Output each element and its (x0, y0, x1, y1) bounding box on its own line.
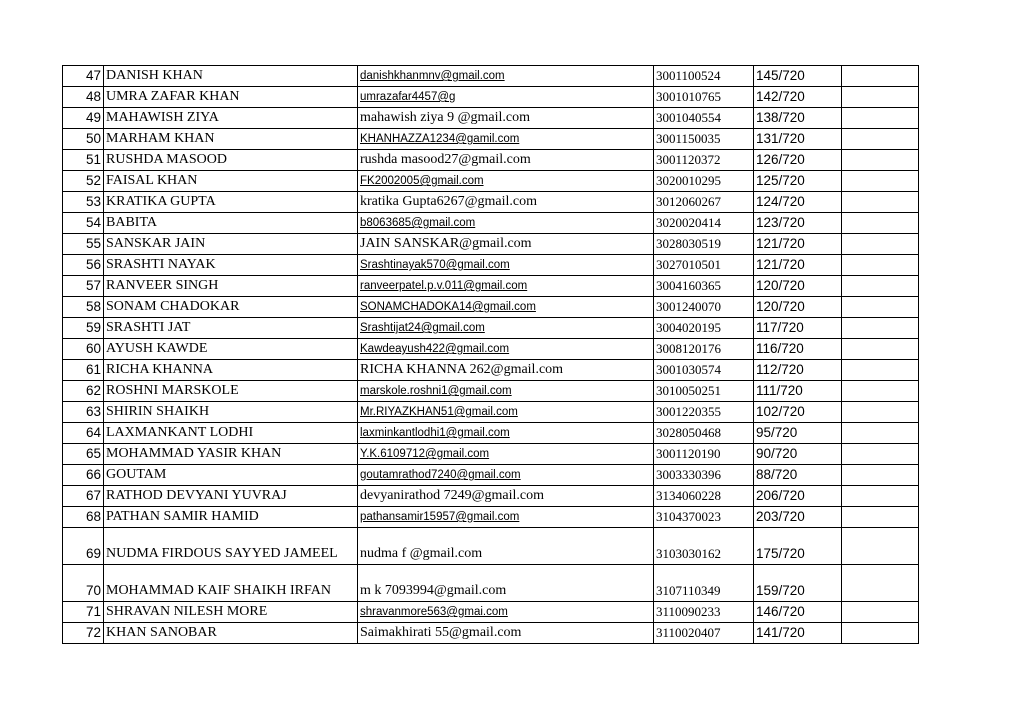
table-row (63, 108, 919, 129)
roll-number-cell: 3012060267 (654, 192, 754, 213)
email-cell: mahawish ziya 9 @gmail.com (358, 108, 654, 129)
score-cell: 120/720 (754, 297, 842, 318)
blank-cell (842, 528, 919, 565)
blank-cell (842, 234, 919, 255)
roll-number-cell: 3001120372 (654, 150, 754, 171)
blank-cell (842, 318, 919, 339)
email-cell: JAIN SANSKAR@gmail.com (358, 234, 654, 255)
score-cell: 117/720 (754, 318, 842, 339)
score-cell: 111/720 (754, 381, 842, 402)
roll-number-cell: 3104370023 (654, 507, 754, 528)
serial-number-cell: 69 (63, 528, 104, 565)
score-cell: 90/720 (754, 444, 842, 465)
email-cell: Mr.RIYAZKHAN51@gmail.com (358, 402, 654, 423)
serial-number-cell: 52 (63, 171, 104, 192)
blank-cell (842, 486, 919, 507)
serial-number-cell: 53 (63, 192, 104, 213)
score-cell: 120/720 (754, 276, 842, 297)
serial-number-cell: 59 (63, 318, 104, 339)
roll-number-cell: 3001240070 (654, 297, 754, 318)
roll-number-cell: 3003330396 (654, 465, 754, 486)
email-cell: danishkhanmnv@gmail.com (358, 66, 654, 87)
blank-cell (842, 465, 919, 486)
table-row (63, 402, 919, 423)
score-cell: 116/720 (754, 339, 842, 360)
roll-number-cell: 3110090233 (654, 602, 754, 623)
email-cell: Saimakhirati 55@gmail.com (358, 623, 654, 644)
student-name-cell: PATHAN SAMIR HAMID (104, 507, 358, 528)
email-cell: shravanmore563@gmai.com (358, 602, 654, 623)
student-name-cell: BABITA (104, 213, 358, 234)
student-name-cell: ROSHNI MARSKOLE (104, 381, 358, 402)
email-cell: kratika Gupta6267@gmail.com (358, 192, 654, 213)
blank-cell (842, 565, 919, 602)
table-row (63, 171, 919, 192)
student-name-cell: SANSKAR JAIN (104, 234, 358, 255)
table-row (63, 565, 919, 602)
table-row (63, 150, 919, 171)
serial-number-cell: 61 (63, 360, 104, 381)
roll-number-cell: 3020010295 (654, 171, 754, 192)
table-row (63, 360, 919, 381)
score-cell: 121/720 (754, 234, 842, 255)
student-name-cell: KHAN SANOBAR (104, 623, 358, 644)
table-row (63, 486, 919, 507)
roll-number-cell: 3001010765 (654, 87, 754, 108)
roll-number-cell: 3001040554 (654, 108, 754, 129)
serial-number-cell: 62 (63, 381, 104, 402)
student-name-cell: UMRA ZAFAR KHAN (104, 87, 358, 108)
score-cell: 123/720 (754, 213, 842, 234)
student-name-cell: AYUSH KAWDE (104, 339, 358, 360)
student-name-cell: GOUTAM (104, 465, 358, 486)
table-row (63, 213, 919, 234)
score-cell: 206/720 (754, 486, 842, 507)
email-cell: laxminkantlodhi1@gmail.com (358, 423, 654, 444)
blank-cell (842, 129, 919, 150)
serial-number-cell: 57 (63, 276, 104, 297)
score-cell: 124/720 (754, 192, 842, 213)
serial-number-cell: 48 (63, 87, 104, 108)
blank-cell (842, 602, 919, 623)
email-cell: nudma f @gmail.com (358, 528, 654, 565)
table-row (63, 339, 919, 360)
table-row (63, 507, 919, 528)
email-cell: rushda masood27@gmail.com (358, 150, 654, 171)
email-cell: umrazafar4457@g (358, 87, 654, 108)
email-cell: RICHA KHANNA 262@gmail.com (358, 360, 654, 381)
student-name-cell: SONAM CHADOKAR (104, 297, 358, 318)
serial-number-cell: 51 (63, 150, 104, 171)
blank-cell (842, 360, 919, 381)
student-name-cell: MOHAMMAD YASIR KHAN (104, 444, 358, 465)
roll-number-cell: 3001120190 (654, 444, 754, 465)
blank-cell (842, 87, 919, 108)
student-name-cell: DANISH KHAN (104, 66, 358, 87)
table-body (63, 66, 919, 644)
score-cell: 159/720 (754, 565, 842, 602)
roll-number-cell: 3027010501 (654, 255, 754, 276)
email-cell: m k 7093994@gmail.com (358, 565, 654, 602)
table-row (63, 623, 919, 644)
serial-number-cell: 71 (63, 602, 104, 623)
serial-number-cell: 50 (63, 129, 104, 150)
table-row (63, 87, 919, 108)
score-cell: 146/720 (754, 602, 842, 623)
serial-number-cell: 63 (63, 402, 104, 423)
roll-number-cell: 3103030162 (654, 528, 754, 565)
blank-cell (842, 339, 919, 360)
score-cell: 102/720 (754, 402, 842, 423)
table-row (63, 129, 919, 150)
table-row (63, 276, 919, 297)
serial-number-cell: 58 (63, 297, 104, 318)
serial-number-cell: 65 (63, 444, 104, 465)
roll-number-cell: 3028050468 (654, 423, 754, 444)
score-cell: 175/720 (754, 528, 842, 565)
blank-cell (842, 402, 919, 423)
serial-number-cell: 54 (63, 213, 104, 234)
roll-number-cell: 3004020195 (654, 318, 754, 339)
score-cell: 131/720 (754, 129, 842, 150)
blank-cell (842, 623, 919, 644)
email-cell: Srashtijat24@gmail.com (358, 318, 654, 339)
roll-number-cell: 3110020407 (654, 623, 754, 644)
roll-number-cell: 3020020414 (654, 213, 754, 234)
student-name-cell: RICHA KHANNA (104, 360, 358, 381)
table-row (63, 297, 919, 318)
score-cell: 95/720 (754, 423, 842, 444)
serial-number-cell: 49 (63, 108, 104, 129)
student-name-cell: FAISAL KHAN (104, 171, 358, 192)
roll-number-cell: 3010050251 (654, 381, 754, 402)
serial-number-cell: 55 (63, 234, 104, 255)
serial-number-cell: 66 (63, 465, 104, 486)
table-row (63, 66, 919, 87)
roll-number-cell: 3004160365 (654, 276, 754, 297)
blank-cell (842, 507, 919, 528)
blank-cell (842, 381, 919, 402)
student-name-cell: RANVEER SINGH (104, 276, 358, 297)
score-cell: 112/720 (754, 360, 842, 381)
student-name-cell: LAXMANKANT LODHI (104, 423, 358, 444)
table-row (63, 528, 919, 565)
roll-number-cell: 3001220355 (654, 402, 754, 423)
student-results-table (62, 65, 919, 644)
email-cell: FK2002005@gmail.com (358, 171, 654, 192)
roll-number-cell: 3001030574 (654, 360, 754, 381)
table-row (63, 234, 919, 255)
serial-number-cell: 60 (63, 339, 104, 360)
score-cell: 88/720 (754, 465, 842, 486)
roll-number-cell: 3001100524 (654, 66, 754, 87)
student-name-cell: RATHOD DEVYANI YUVRAJ (104, 486, 358, 507)
score-cell: 142/720 (754, 87, 842, 108)
blank-cell (842, 297, 919, 318)
blank-cell (842, 150, 919, 171)
roll-number-cell: 3028030519 (654, 234, 754, 255)
blank-cell (842, 108, 919, 129)
blank-cell (842, 423, 919, 444)
table-row (63, 318, 919, 339)
blank-cell (842, 192, 919, 213)
roll-number-cell: 3008120176 (654, 339, 754, 360)
table-row (63, 444, 919, 465)
student-name-cell: NUDMA FIRDOUS SAYYED JAMEEL (104, 528, 358, 565)
score-cell: 145/720 (754, 66, 842, 87)
email-cell: b8063685@gmail.com (358, 213, 654, 234)
table-row (63, 423, 919, 444)
roll-number-cell: 3001150035 (654, 129, 754, 150)
email-cell: ranveerpatel.p.v.011@gmail.com (358, 276, 654, 297)
serial-number-cell: 56 (63, 255, 104, 276)
blank-cell (842, 66, 919, 87)
serial-number-cell: 67 (63, 486, 104, 507)
score-cell: 126/720 (754, 150, 842, 171)
email-cell: goutamrathod7240@gmail.com (358, 465, 654, 486)
table-row (63, 602, 919, 623)
email-cell: Srashtinayak570@gmail.com (358, 255, 654, 276)
score-cell: 121/720 (754, 255, 842, 276)
roll-number-cell: 3134060228 (654, 486, 754, 507)
table-row (63, 465, 919, 486)
serial-number-cell: 68 (63, 507, 104, 528)
email-cell: Kawdeayush422@gmail.com (358, 339, 654, 360)
blank-cell (842, 276, 919, 297)
table-row (63, 192, 919, 213)
student-name-cell: MAHAWISH ZIYA (104, 108, 358, 129)
score-cell: 138/720 (754, 108, 842, 129)
score-cell: 141/720 (754, 623, 842, 644)
email-cell: KHANHAZZA1234@gamil.com (358, 129, 654, 150)
roll-number-cell: 3107110349 (654, 565, 754, 602)
student-name-cell: MOHAMMAD KAIF SHAIKH IRFAN (104, 565, 358, 602)
table-row (63, 381, 919, 402)
table-row (63, 255, 919, 276)
email-cell: pathansamir15957@gmail.com (358, 507, 654, 528)
student-name-cell: SRASHTI NAYAK (104, 255, 358, 276)
email-cell: marskole.roshni1@gmail.com (358, 381, 654, 402)
blank-cell (842, 171, 919, 192)
email-cell: Y.K.6109712@gmail.com (358, 444, 654, 465)
email-cell: devyanirathod 7249@gmail.com (358, 486, 654, 507)
email-cell: SONAMCHADOKA14@gmail.com (358, 297, 654, 318)
student-name-cell: SRASHTI JAT (104, 318, 358, 339)
blank-cell (842, 444, 919, 465)
blank-cell (842, 213, 919, 234)
serial-number-cell: 64 (63, 423, 104, 444)
score-cell: 203/720 (754, 507, 842, 528)
serial-number-cell: 70 (63, 565, 104, 602)
blank-cell (842, 255, 919, 276)
student-name-cell: SHRAVAN NILESH MORE (104, 602, 358, 623)
student-name-cell: SHIRIN SHAIKH (104, 402, 358, 423)
student-name-cell: RUSHDA MASOOD (104, 150, 358, 171)
student-name-cell: KRATIKA GUPTA (104, 192, 358, 213)
serial-number-cell: 72 (63, 623, 104, 644)
score-cell: 125/720 (754, 171, 842, 192)
serial-number-cell: 47 (63, 66, 104, 87)
student-name-cell: MARHAM KHAN (104, 129, 358, 150)
